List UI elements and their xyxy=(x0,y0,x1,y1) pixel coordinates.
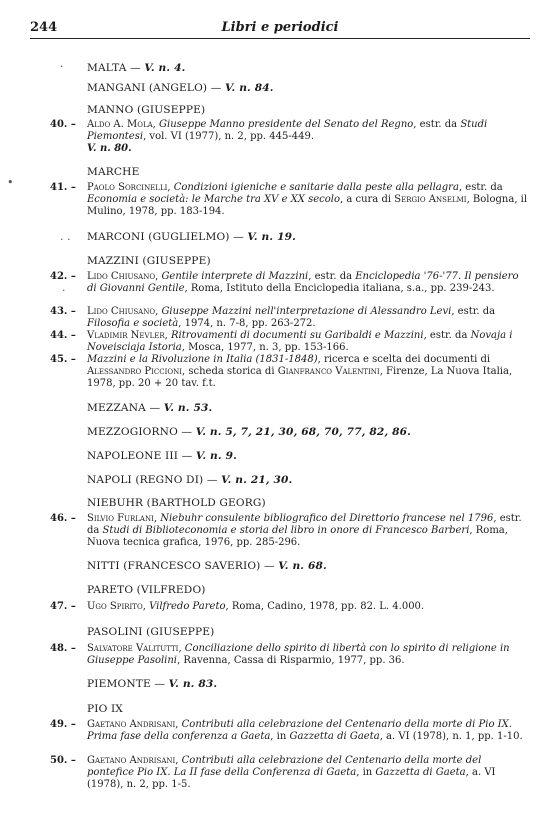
author-name: Lido Chiusano xyxy=(87,306,156,317)
entry-number: 40. – xyxy=(50,119,76,130)
entry-number: 41. – xyxy=(50,182,76,193)
subject-name: MARCHE xyxy=(87,166,140,178)
author-name: Lido Chiusano xyxy=(87,271,156,282)
author-name: Gaetano Andrisani xyxy=(87,719,176,730)
bibliography-entry xyxy=(50,513,528,549)
cross-reference: V. n. 19. xyxy=(247,231,296,243)
subject-heading: NITTI (FRANCESCO SAVERIO) — V. n. 68. xyxy=(87,560,327,572)
italic-title: Mazzini e la Rivoluzione in Italia (1831-1848) xyxy=(87,354,318,365)
subject-name: NAPOLI (REGNO DI) xyxy=(87,474,204,486)
margin-mark: . . xyxy=(60,230,71,243)
subject-heading: NAPOLI (REGNO DI) — V. n. 21, 30. xyxy=(87,474,293,486)
subject-name: MANGANI (ANGELO) xyxy=(87,82,208,94)
cross-reference: V. n. 5, 7, 21, 30, 68, 70, 77, 82, 86. xyxy=(195,426,411,438)
subject-name: NIEBUHR (BARTHOLD GEORG) xyxy=(87,497,266,509)
italic-title: Gazzetta di Gaeta xyxy=(289,731,380,742)
subject-heading: MANGANI (ANGELO) — V. n. 84. xyxy=(87,82,274,94)
author-name: Aldo A. Mola xyxy=(87,119,153,130)
author-name: Silvio Furlani xyxy=(87,513,154,524)
running-title: Libri e periodici xyxy=(221,20,339,35)
entry-number: 45. – xyxy=(50,354,76,365)
italic-title: Enciclopedia '76-'77. Il pensiero di Giovanni Gentile xyxy=(87,271,519,294)
margin-mark: • xyxy=(7,176,14,189)
subject-heading: MARCONI (GUGLIELMO) — V. n. 19. xyxy=(87,231,296,243)
subject-name: PIO IX xyxy=(87,703,123,715)
italic-title: Gentile interprete di Mazzini xyxy=(161,271,309,282)
entry-number: 48. – xyxy=(50,643,76,654)
subject-heading xyxy=(87,166,139,178)
entry-number: 47. – xyxy=(50,601,76,612)
entry-text: Salvatore Valitutti, Conciliazione dello spirito di libertà con lo spirito di religione in Giuseppe Pasolini, Ravenna, Cassa di Risparmio, 1977, pp. 36. xyxy=(87,643,510,666)
entry-text: Mazzini e la Rivoluzione in Italia (1831-1848), ricerca e scelta dei documenti di Alessandro Piccioni, scheda storica di Gianfranco Valentini, Firenze, La Nuova Italia, 1978, pp. 20 + 20 tav. f.t. xyxy=(87,354,513,389)
italic-title: Economia e società: le Marche tra XV e XX secolo xyxy=(87,194,340,205)
entry-number: 49. – xyxy=(50,719,76,730)
italic-title: Filosofia e società xyxy=(87,318,179,329)
author-name: Sergio Anselmi xyxy=(394,194,467,205)
cross-reference: V. n. 80. xyxy=(87,143,132,154)
cross-reference: V. n. 53. xyxy=(163,402,213,414)
subject-name: MEZZOGIORNO xyxy=(87,426,178,438)
margin-mark: · xyxy=(62,284,66,297)
entry-text: Gaetano Andrisani, Contributi alla celebrazione del Centenario della morte di Pio IX. Prima fase della conferenza a Gaeta, in Gazzetta di Gaeta, a. VI (1978), n. 1, pp. 1-10. xyxy=(87,719,523,742)
subject-heading xyxy=(87,626,214,638)
italic-title: Conciliazione dello spirito di libertà con lo spirito di religione in Giuseppe Pasolini xyxy=(87,643,510,666)
entry-text: Silvio Furlani, Niebuhr consulente bibliografico del Direttorio francese nel 1796, estr. da Studi di Biblioteconomia e storia del libro in onore di Francesco Barberi, Roma, Nuova tecnica grafica, 1976, pp. 285-296. xyxy=(87,513,522,548)
entry-number: 42. – xyxy=(50,271,76,282)
author-name: Paolo Sorcinelli xyxy=(87,182,168,193)
italic-title: Studi di Biblioteconomia e storia del libro in onore di Francesco Barberi xyxy=(102,525,470,536)
subject-heading: MEZZANA — V. n. 53. xyxy=(87,402,213,414)
author-name: Ugo Spirito xyxy=(87,601,143,612)
entry-number: 50. – xyxy=(50,755,76,766)
subject-name: PARETO (VILFREDO) xyxy=(87,584,206,596)
author-name: Salvatore Valitutti xyxy=(87,643,179,654)
subject-heading xyxy=(87,255,211,267)
italic-title: Giuseppe Mazzini nell'interpretazione di Alessandro Levi xyxy=(161,306,452,317)
subject-heading: MALTA — V. n. 4. xyxy=(87,62,186,74)
bibliography-entry xyxy=(50,330,528,354)
subject-name: MANNO (GIUSEPPE) xyxy=(87,104,206,116)
subject-name: NITTI (FRANCESCO SAVERIO) xyxy=(87,560,261,572)
entry-number: 44. – xyxy=(50,330,76,341)
italic-title: Contributi alla celebrazione del Centenario della morte di Pio IX. Prima fase della conferenza a Gaeta xyxy=(87,719,512,742)
author-name: Gianfranco Valentini xyxy=(277,366,380,377)
bibliography-entry xyxy=(50,306,528,330)
italic-title: Ritrovamenti di documenti su Garibaldi e Mazzini xyxy=(171,330,424,341)
bibliography-entry xyxy=(50,755,528,791)
bibliography-entry xyxy=(50,119,528,155)
italic-title: Vilfredo Pareto xyxy=(149,601,226,612)
italic-title: Studi Piemontesi xyxy=(87,119,488,142)
entry-text: Gaetano Andrisani, Contributi alla celebrazione del Centenario della morte del pontefice Pio IX. La II fase della Conferenza di Gaeta, in Gazzetta di Gaeta, a. VI (1978), n. 2, pp. 1-5. xyxy=(87,755,496,790)
cross-reference: V. n. 21, 30. xyxy=(221,474,293,486)
subject-heading: PIEMONTE — V. n. 83. xyxy=(87,678,218,690)
entry-text: Aldo A. Mola, Giuseppe Manno presidente del Senato del Regno, estr. da Studi Piemontesi, vol. VI (1977), n. 2, pp. 445-449. V. n. 80. xyxy=(87,119,488,154)
subject-heading xyxy=(87,584,206,596)
subject-heading xyxy=(87,703,123,715)
subject-heading xyxy=(87,104,205,116)
subject-heading xyxy=(87,497,266,509)
bibliography-entry xyxy=(50,601,528,613)
entry-text: Paolo Sorcinelli, Condizioni igieniche e sanitarie dalla peste alla pellagra, estr. da Economia e società: le Marche tra XV e XX secolo, a cura di Sergio Anselmi, Bologna, il Mulino, 1978, pp. 183-194. xyxy=(87,182,528,217)
italic-title: Niebuhr consulente bibliografico del Direttorio francese nel 1796 xyxy=(160,513,494,524)
subject-name: NAPOLEONE III xyxy=(87,450,179,462)
italic-title: Gazzetta di Gaeta xyxy=(375,767,466,778)
subject-name: MEZZANA xyxy=(87,402,146,414)
italic-title: Condizioni igieniche e sanitarie dalla peste alla pellagra xyxy=(173,182,459,193)
running-header xyxy=(30,20,530,39)
bibliography-entry xyxy=(50,719,528,743)
subject-name: MAZZINI (GIUSEPPE) xyxy=(87,255,211,267)
entry-number: 46. – xyxy=(50,513,76,524)
cross-reference: V. n. 68. xyxy=(278,560,327,572)
subject-name: MALTA xyxy=(87,62,127,74)
cross-reference: V. n. 9. xyxy=(195,450,237,462)
bibliography-entry xyxy=(50,643,528,667)
page-number: 244 xyxy=(30,20,58,35)
bibliography-entry xyxy=(50,182,528,218)
entry-text: Lido Chiusano, Gentile interprete di Mazzini, estr. da Enciclopedia '76-'77. Il pensiero di Giovanni Gentile, Roma, Istituto della Enciclopedia italiana, s.a., pp. 239-243. xyxy=(87,271,519,294)
author-name: Gaetano Andrisani xyxy=(87,755,176,766)
subject-name: PIEMONTE xyxy=(87,678,151,690)
bibliography-entry xyxy=(50,271,528,295)
bibliography-entry xyxy=(50,354,528,390)
margin-mark: · xyxy=(60,60,64,73)
entry-text: Lido Chiusano, Giuseppe Mazzini nell'interpretazione di Alessandro Levi, estr. da Filosofia e società, 1974, n. 7-8, pp. 263-272. xyxy=(87,306,496,329)
italic-title: Novaja i Noveisciaja Istoria xyxy=(87,330,513,353)
italic-title: Giuseppe Manno presidente del Senato del Regno xyxy=(159,119,414,130)
cross-reference: V. n. 83. xyxy=(168,678,218,690)
author-name: Vladimir Nevler xyxy=(87,330,165,341)
entry-text: Ugo Spirito, Vilfredo Pareto, Roma, Cadino, 1978, pp. 82. L. 4.000. xyxy=(87,601,425,612)
entry-text: Vladimir Nevler, Ritrovamenti di documenti su Garibaldi e Mazzini, estr. da Novaja i Noveisciaja Istoria, Mosca, 1977, n. 3, pp. 153-166. xyxy=(87,330,513,353)
subject-heading: NAPOLEONE III — V. n. 9. xyxy=(87,450,237,462)
cross-reference: V. n. 84. xyxy=(225,82,274,94)
entry-number: 43. – xyxy=(50,306,76,317)
subject-name: PASOLINI (GIUSEPPE) xyxy=(87,626,215,638)
subject-name: MARCONI (GUGLIELMO) xyxy=(87,231,230,243)
subject-heading: MEZZOGIORNO — V. n. 5, 7, 21, 30, 68, 70, 77, 82, 86. xyxy=(87,426,411,438)
author-name: Alessandro Piccioni xyxy=(87,366,183,377)
cross-reference: V. n. 4. xyxy=(144,62,186,74)
italic-title: Contributi alla celebrazione del Centenario della morte del pontefice Pio IX. La II fase della Conferenza di Gaeta xyxy=(87,755,482,778)
